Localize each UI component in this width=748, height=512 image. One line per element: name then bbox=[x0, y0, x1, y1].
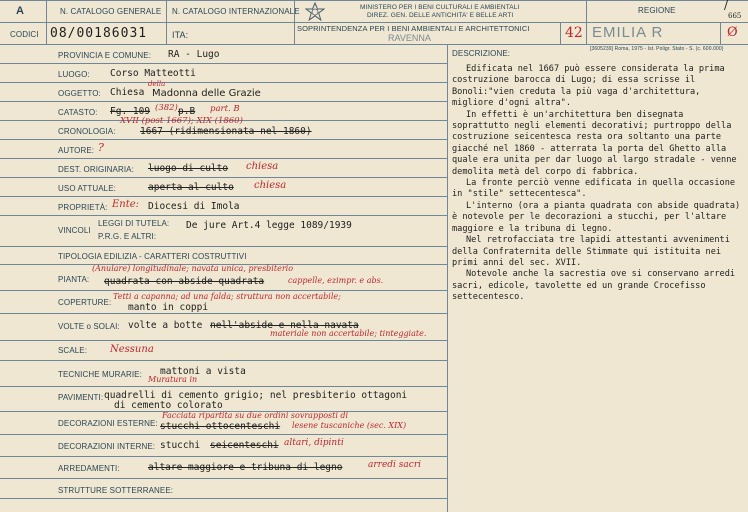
arred-value: altare maggiore e tribuna di legno bbox=[148, 462, 343, 473]
pianta-hand1: (Anulare) longitudinale; navata unica, presbiterio bbox=[92, 264, 294, 273]
ministero-line2: DIREZ. GEN. DELLE ANTICHITA' E BELLE ARTI bbox=[367, 12, 514, 19]
corner-mark: / bbox=[724, 0, 729, 12]
volte-value: volte a botte bbox=[128, 320, 203, 331]
print-note: [3605239] Roma, 1975 - Ist. Poligr. Stato - S. (c. 600.000) bbox=[590, 46, 724, 52]
republic-emblem-icon bbox=[305, 2, 325, 21]
ita-label: ITA: bbox=[172, 30, 189, 40]
pavimenti-label: PAVIMENTI: bbox=[58, 393, 104, 402]
decint-hand: altari, dipinti bbox=[284, 438, 344, 448]
pianta-hand2: cappelle, ezimpr. e abs. bbox=[288, 276, 384, 285]
tecniche-value: mattoni a vista bbox=[160, 366, 246, 377]
regione-value: EMILIA R bbox=[592, 24, 664, 41]
decest-hand: Facciata ripartita su due ordini sovrapposti di bbox=[162, 411, 349, 420]
catasto-hand2: part. B bbox=[210, 104, 240, 114]
proprieta-label: PROPRIETÀ: bbox=[58, 203, 108, 212]
cronologia-hand: XVII (post 1667); XIX (1860) bbox=[120, 116, 243, 126]
dest-label: DEST. ORIGINARIA: bbox=[58, 165, 134, 174]
uso-label: USO ATTUALE: bbox=[58, 184, 116, 193]
descrizione-paragraph: La fronte perciò venne edificata in quella occasione in "stile" settecentesca". bbox=[452, 178, 736, 200]
autore-label: AUTORE: bbox=[58, 146, 95, 155]
autore-hand: ? bbox=[98, 141, 104, 154]
proprieta-hand: Ente: bbox=[112, 199, 140, 210]
pianta-value: quadrata con abside quadrata bbox=[104, 276, 265, 287]
pavimenti-value1: quadrelli di cemento grigio; nel presbiterio ottagoni bbox=[104, 390, 408, 401]
descrizione-paragraph: L'interno (ora a pianta quadrata con abside quadrata) è notevole per le decorazioni a stucchi, per l'altare maggiore e la tribuna di legno. bbox=[452, 200, 741, 234]
descrizione-paragraph: Nel retrofacciata tre lapidi attestanti avvenimenti della Confraternita delle Stimmate qui istituita nei primi anni del sec. XVII. bbox=[452, 235, 730, 268]
proprieta-value: Diocesi di Imola bbox=[148, 201, 240, 212]
vincoli-label: VINCOLI bbox=[58, 226, 91, 235]
codice-value: 08/00186031 bbox=[50, 26, 148, 41]
catasto-label: CATASTO: bbox=[58, 108, 98, 117]
ministero-line1: MINISTERO PER I BENI CULTURALI E AMBIENTALI bbox=[360, 4, 520, 11]
decint-strike: seicenteschi bbox=[210, 440, 279, 451]
descrizione-text bbox=[452, 64, 742, 304]
catalogo-generale-label: N. CATALOGO GENERALE bbox=[60, 7, 162, 16]
arred-hand: arredi sacri bbox=[368, 460, 422, 470]
oggetto-hand: della bbox=[148, 80, 166, 88]
scale-label: SCALE: bbox=[58, 346, 88, 355]
catasto-hand: (382) bbox=[155, 103, 178, 113]
corner-zero: Ø bbox=[727, 25, 738, 40]
catasto-value2: p.B bbox=[178, 106, 196, 117]
leggi-label: LEGGI DI TUTELA: bbox=[98, 219, 170, 228]
oggetto-value-a: Chiesa bbox=[110, 87, 145, 98]
decint-value: stucchi bbox=[160, 440, 201, 451]
tecniche-hand: Muratura in bbox=[148, 375, 198, 384]
scale-hand: Nessuna bbox=[110, 344, 154, 355]
descrizione-paragraph: In effetti è un'architettura ben disegnata soprattutto negli elementi decorativi; purtroppo della costruzione seicentesca resta ora soltanto una parte giacché nel 1860 - atterrata la porta del Ghetto alla quale era unita per dar luogo al largo stradale - venne demolita metà del corpo di fabbrica. bbox=[452, 109, 737, 177]
strutture-label: STRUTTURE SOTTERRANEE: bbox=[58, 486, 174, 495]
catalogo-internazionale-label: N. CATALOGO INTERNAZIONALE bbox=[172, 7, 300, 16]
volte-label: VOLTE o SOLAI: bbox=[58, 322, 120, 331]
provincia-value: RA - Lugo bbox=[168, 49, 220, 60]
oggetto-label: OGGETTO: bbox=[58, 89, 101, 98]
dest-hand: chiesa bbox=[246, 161, 279, 172]
luogo-value: Corso Matteotti bbox=[110, 68, 196, 79]
edilizia-section-label: TIPOLOGIA EDILIZIA - CARATTERI COSTRUTTIVI bbox=[58, 252, 247, 261]
volte-strike: nell'abside e nella navata bbox=[210, 320, 359, 331]
luogo-label: LUOGO: bbox=[58, 70, 90, 79]
decest-value: stucchi ottocenteschi bbox=[160, 421, 281, 432]
arred-label: ARREDAMENTI: bbox=[58, 464, 120, 473]
codici-label: CODICI bbox=[10, 30, 39, 39]
descrizione-paragraph: Edificata nel 1667 può essere considerata la prima costruzione barocca di Lugo; di essa scrisse il Bonoli:"vien creduta la più vaga d'architettura, migliore d'ogni altra". bbox=[452, 64, 725, 109]
volte-hand: materiale non accertabile; tinteggiate. bbox=[270, 329, 427, 338]
coperture-value: manto in coppi bbox=[128, 302, 209, 313]
uso-value: aperta al culto bbox=[148, 182, 234, 193]
oggetto-value-b: Madonna delle Grazie bbox=[152, 88, 261, 99]
decint-label: DECORAZIONI INTERNE: bbox=[58, 442, 156, 451]
regione-label: REGIONE bbox=[638, 6, 676, 15]
prg-label: P.R.G. E ALTRI: bbox=[98, 232, 157, 241]
catasto-value: Fg. 109 bbox=[110, 106, 151, 117]
regione-code: 42 bbox=[565, 25, 583, 41]
coperture-hand: Tetti a capanna; ad una falda; struttura non accertabile; bbox=[113, 292, 341, 301]
descrizione-paragraph: Notevole anche la sacrestia ove si conservano arredi sacri, edicole, tavolette ed un grande Crocefisso settecentesco. bbox=[452, 269, 736, 303]
pavimenti-value2: di cemento colorato bbox=[114, 400, 223, 411]
pianta-label: PIANTA: bbox=[58, 275, 90, 284]
descrizione-label: DESCRIZIONE: bbox=[452, 49, 511, 58]
card-letter: A bbox=[16, 5, 25, 17]
provincia-label: PROVINCIA E COMUNE: bbox=[58, 51, 152, 60]
tecniche-label: TECNICHE MURARIE: bbox=[58, 370, 142, 379]
soprintendenza-label: SOPRINTENDENZA PER I BENI AMBIENTALI E ARCHITETTONICI bbox=[297, 24, 530, 33]
soprintendenza-value: RAVENNA bbox=[388, 33, 431, 43]
corner-small: 665 bbox=[728, 12, 742, 20]
cronologia-label: CRONOLOGIA: bbox=[58, 127, 116, 136]
leggi-value: De jure Art.4 legge 1089/1939 bbox=[186, 220, 352, 231]
decest-hand2: lesene tuscaniche (sec. XIX) bbox=[292, 421, 407, 430]
uso-hand: chiesa bbox=[254, 180, 287, 191]
decest-label: DECORAZIONI ESTERNE: bbox=[58, 419, 158, 428]
cronologia-value: 1667 (ridimensionata nel 1860) bbox=[140, 126, 312, 137]
coperture-label: COPERTURE: bbox=[58, 298, 112, 307]
dest-value: luogo di culto bbox=[148, 163, 229, 174]
